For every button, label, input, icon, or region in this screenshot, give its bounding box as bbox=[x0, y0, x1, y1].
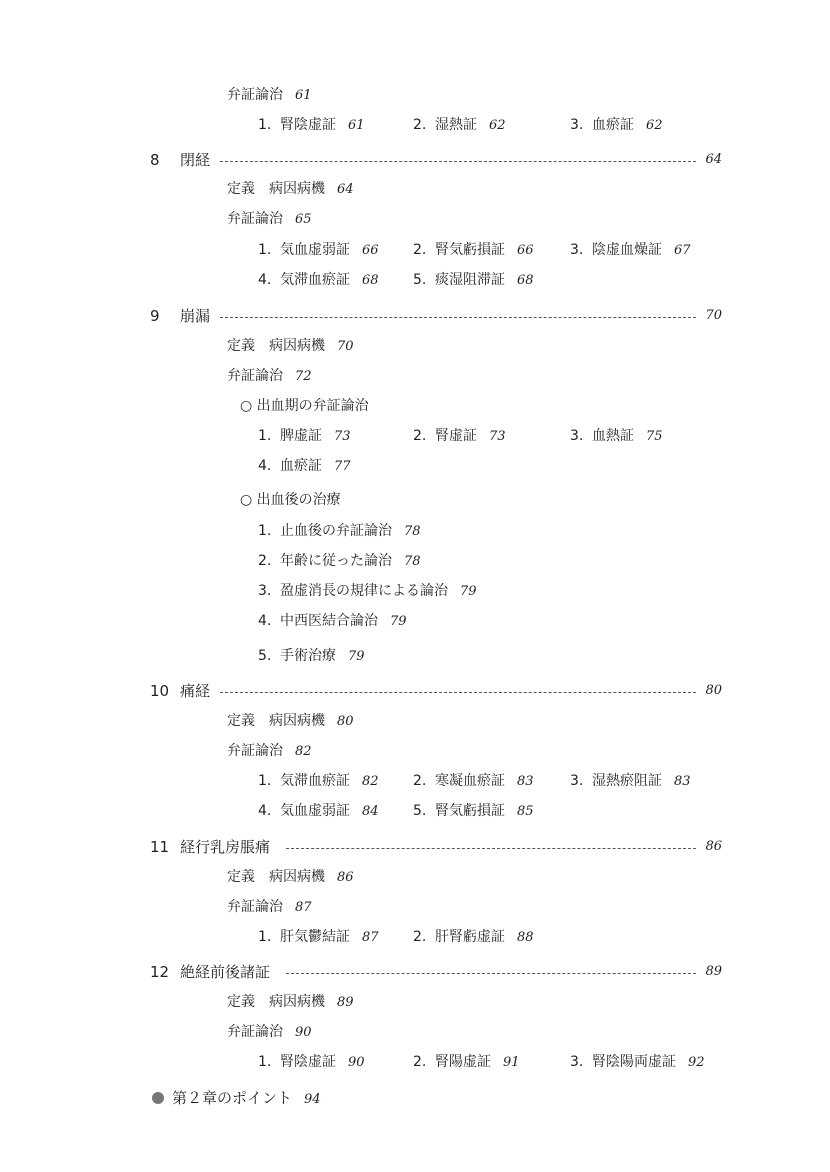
item-number: 1. bbox=[258, 773, 272, 789]
item-number: 5. bbox=[413, 272, 427, 288]
item-number: 4. bbox=[258, 458, 272, 474]
chapter-page: 70 bbox=[705, 308, 722, 323]
toc-item bbox=[413, 924, 534, 951]
toc-page-number: 87 bbox=[362, 930, 379, 945]
bullet-icon bbox=[152, 1092, 164, 1104]
item-number: 1. bbox=[258, 1054, 272, 1070]
toc-item bbox=[413, 798, 534, 825]
toc-entry-label: 弁証論治 bbox=[227, 743, 283, 759]
item-label: 気滞血瘀証 bbox=[280, 272, 350, 288]
toc-item bbox=[413, 112, 506, 139]
toc-entry bbox=[0, 989, 830, 1015]
item-number: 1. bbox=[258, 242, 272, 258]
item-number: 2. bbox=[413, 1054, 427, 1070]
item-number: 1. bbox=[258, 523, 272, 539]
toc-entry bbox=[0, 894, 830, 920]
toc-item bbox=[570, 768, 691, 795]
toc-item bbox=[258, 608, 407, 635]
chapter-page: 80 bbox=[705, 683, 722, 698]
toc-subheading bbox=[0, 487, 830, 513]
toc-page-number: 70 bbox=[337, 339, 354, 354]
toc-page-number: 94 bbox=[304, 1092, 321, 1107]
item-label: 痰湿阻滞証 bbox=[435, 272, 505, 288]
toc-item bbox=[413, 267, 534, 294]
item-number: 5. bbox=[258, 648, 272, 664]
toc-item-row bbox=[0, 267, 830, 293]
chapter-point-entry bbox=[0, 1085, 830, 1111]
toc-page-number: 78 bbox=[404, 554, 421, 569]
chapter-page: 86 bbox=[705, 839, 722, 854]
toc-page-number: 83 bbox=[517, 774, 534, 789]
item-number: 3. bbox=[570, 242, 584, 258]
item-label: 手術治療 bbox=[280, 648, 336, 664]
item-label: 腎気虧損証 bbox=[435, 803, 505, 819]
item-number: 2. bbox=[258, 553, 272, 569]
toc-item bbox=[258, 423, 351, 450]
toc-entry-label: 弁証論治 bbox=[227, 211, 283, 227]
chapter-title: 絶経前後諸証 bbox=[180, 963, 271, 981]
toc-page-number: 79 bbox=[460, 584, 477, 599]
chapter-number: 9 bbox=[150, 307, 160, 325]
chapter-heading bbox=[0, 303, 830, 329]
toc-entry bbox=[0, 333, 830, 359]
leader-line bbox=[220, 161, 696, 162]
toc-item-row bbox=[0, 924, 830, 950]
item-number: 1. bbox=[258, 428, 272, 444]
toc-item-row bbox=[0, 798, 830, 824]
chapter-title: 崩漏 bbox=[180, 307, 211, 325]
leader-line bbox=[220, 317, 696, 318]
toc-page-number: 91 bbox=[503, 1055, 520, 1070]
toc-page-number: 87 bbox=[295, 900, 312, 915]
item-label: 血瘀証 bbox=[592, 117, 634, 133]
toc-item-row bbox=[0, 1049, 830, 1075]
toc-page-number: 80 bbox=[337, 714, 354, 729]
item-number: 4. bbox=[258, 613, 272, 629]
toc-entry-label: 弁証論治 bbox=[227, 899, 283, 915]
item-number: 5. bbox=[413, 803, 427, 819]
item-label: 湿熱瘀阻証 bbox=[592, 773, 662, 789]
item-number: 3. bbox=[570, 773, 584, 789]
toc-page-number: 65 bbox=[295, 212, 312, 227]
chapter-title: 痛経 bbox=[180, 682, 211, 700]
toc-item bbox=[570, 1049, 705, 1076]
toc-entry bbox=[0, 176, 830, 202]
toc-item bbox=[258, 924, 379, 951]
toc-page-number: 83 bbox=[674, 774, 691, 789]
toc-page-number: 73 bbox=[334, 429, 351, 444]
toc-subheading bbox=[0, 393, 830, 419]
toc-item bbox=[570, 423, 663, 450]
chapter-heading bbox=[0, 834, 830, 860]
toc-entry bbox=[0, 738, 830, 764]
toc-entry-label: 定義 病因病機 bbox=[227, 181, 325, 197]
item-number: 2. bbox=[413, 242, 427, 258]
toc-page-number: 61 bbox=[348, 118, 365, 133]
toc-page-number: 79 bbox=[390, 614, 407, 629]
toc-item bbox=[258, 112, 365, 139]
toc-entry bbox=[0, 1019, 830, 1045]
item-label: 血熱証 bbox=[592, 428, 634, 444]
toc-item bbox=[258, 237, 379, 264]
item-label: 気血虚弱証 bbox=[280, 803, 350, 819]
subheading-label: ○ 出血後の治療 bbox=[240, 492, 341, 508]
toc-page-number: 82 bbox=[295, 744, 312, 759]
toc-item-row bbox=[0, 608, 830, 634]
toc-item-row bbox=[0, 548, 830, 574]
chapter-number: 10 bbox=[150, 682, 170, 700]
toc-entry-label: 定義 病因病機 bbox=[227, 869, 325, 885]
item-label: 腎気虧損証 bbox=[435, 242, 505, 258]
item-label: 肝気鬱結証 bbox=[280, 929, 350, 945]
toc-entry bbox=[0, 82, 830, 108]
toc-page-number: 90 bbox=[295, 1025, 312, 1040]
chapter-title: 閉経 bbox=[180, 151, 211, 169]
toc-item bbox=[570, 112, 663, 139]
chapter-number: 8 bbox=[150, 151, 160, 169]
toc-item bbox=[258, 548, 421, 575]
chapter-page: 64 bbox=[705, 152, 722, 167]
item-number: 4. bbox=[258, 803, 272, 819]
toc-page-number: 72 bbox=[295, 369, 312, 384]
item-number: 3. bbox=[570, 117, 584, 133]
chapter-number: 11 bbox=[150, 838, 170, 856]
toc-item-row bbox=[0, 768, 830, 794]
item-label: 脾虚証 bbox=[280, 428, 322, 444]
item-number: 2. bbox=[413, 117, 427, 133]
toc-entry bbox=[0, 206, 830, 232]
toc-page-number: 73 bbox=[489, 429, 506, 444]
toc-entry-label: 定義 病因病機 bbox=[227, 713, 325, 729]
toc-page-number: 86 bbox=[337, 870, 354, 885]
toc-entry-label: 弁証論治 bbox=[227, 1024, 283, 1040]
toc-page-number: 77 bbox=[334, 459, 351, 474]
toc-page-number: 68 bbox=[362, 273, 379, 288]
toc-page-number: 78 bbox=[404, 524, 421, 539]
subheading-label: ○ 出血期の弁証論治 bbox=[240, 398, 369, 414]
item-label: 止血後の弁証論治 bbox=[280, 523, 392, 539]
item-label: 血瘀証 bbox=[280, 458, 322, 474]
item-label: 気血虚弱証 bbox=[280, 242, 350, 258]
toc-item bbox=[258, 798, 379, 825]
item-label: 盈虚消長の規律による論治 bbox=[280, 583, 448, 599]
toc-page-number: 84 bbox=[362, 804, 379, 819]
toc-page-number: 79 bbox=[348, 649, 365, 664]
chapter-page: 89 bbox=[705, 964, 722, 979]
item-label: 湿熱証 bbox=[435, 117, 477, 133]
point-label: 第２章のポイント bbox=[172, 1089, 293, 1107]
item-label: 腎陰虚証 bbox=[280, 1054, 336, 1070]
toc-page-number: 66 bbox=[362, 243, 379, 258]
item-number: 3. bbox=[570, 1054, 584, 1070]
toc-item bbox=[258, 643, 365, 670]
chapter-title: 経行乳房脹痛 bbox=[180, 838, 271, 856]
item-label: 腎陰陽両虚証 bbox=[592, 1054, 676, 1070]
chapter-heading bbox=[0, 959, 830, 985]
toc-item bbox=[570, 237, 691, 264]
item-number: 3. bbox=[570, 428, 584, 444]
item-number: 1. bbox=[258, 929, 272, 945]
toc-page-number: 90 bbox=[348, 1055, 365, 1070]
toc-page-number: 85 bbox=[517, 804, 534, 819]
toc-page-number: 88 bbox=[517, 930, 534, 945]
item-label: 寒凝血瘀証 bbox=[435, 773, 505, 789]
toc-item-row bbox=[0, 453, 830, 479]
item-number: 2. bbox=[413, 428, 427, 444]
toc-page-number: 62 bbox=[646, 118, 663, 133]
toc-item bbox=[413, 237, 534, 264]
toc-item bbox=[258, 267, 379, 294]
item-number: 2. bbox=[413, 773, 427, 789]
leader-line bbox=[220, 692, 696, 693]
item-number: 3. bbox=[258, 583, 272, 599]
item-label: 年齢に従った論治 bbox=[280, 553, 392, 569]
toc-item bbox=[413, 423, 506, 450]
toc-entry-label: 弁証論治 bbox=[227, 87, 283, 103]
leader-line bbox=[286, 973, 696, 974]
toc-item bbox=[258, 578, 477, 605]
toc-page-number: 62 bbox=[489, 118, 506, 133]
chapter-heading bbox=[0, 678, 830, 704]
toc-page-number: 64 bbox=[337, 182, 354, 197]
toc-page-number: 92 bbox=[688, 1055, 705, 1070]
toc-item-row bbox=[0, 643, 830, 669]
leader-line bbox=[286, 848, 696, 849]
item-label: 陰虚血燥証 bbox=[592, 242, 662, 258]
toc-item-row bbox=[0, 518, 830, 544]
item-number: 1. bbox=[258, 117, 272, 133]
toc-item bbox=[258, 1049, 365, 1076]
item-label: 気滞血瘀証 bbox=[280, 773, 350, 789]
toc-page-number: 66 bbox=[517, 243, 534, 258]
item-label: 腎虚証 bbox=[435, 428, 477, 444]
toc-entry bbox=[0, 864, 830, 890]
toc-item bbox=[258, 768, 379, 795]
toc-item bbox=[258, 518, 421, 545]
toc-item-row bbox=[0, 423, 830, 449]
toc-item bbox=[413, 768, 534, 795]
chapter-heading bbox=[0, 147, 830, 173]
toc-page-number: 75 bbox=[646, 429, 663, 444]
toc-item-row bbox=[0, 578, 830, 604]
toc-page-number: 82 bbox=[362, 774, 379, 789]
toc-page-number: 68 bbox=[517, 273, 534, 288]
item-label: 中西医結合論治 bbox=[280, 613, 378, 629]
toc-page-number: 89 bbox=[337, 995, 354, 1010]
toc-page-number: 61 bbox=[295, 88, 312, 103]
chapter-number: 12 bbox=[150, 963, 170, 981]
toc-entry-label: 定義 病因病機 bbox=[227, 338, 325, 354]
toc-entry-label: 弁証論治 bbox=[227, 368, 283, 384]
toc-item bbox=[258, 453, 351, 480]
toc-entry-label: 定義 病因病機 bbox=[227, 994, 325, 1010]
toc-page-number: 67 bbox=[674, 243, 691, 258]
toc-entry bbox=[0, 708, 830, 734]
item-label: 腎陰虚証 bbox=[280, 117, 336, 133]
toc-entry bbox=[0, 363, 830, 389]
item-number: 4. bbox=[258, 272, 272, 288]
toc-item-row bbox=[0, 112, 830, 138]
item-label: 腎陽虚証 bbox=[435, 1054, 491, 1070]
toc-item-row bbox=[0, 237, 830, 263]
toc-item bbox=[413, 1049, 520, 1076]
item-number: 2. bbox=[413, 929, 427, 945]
item-label: 肝腎虧虚証 bbox=[435, 929, 505, 945]
